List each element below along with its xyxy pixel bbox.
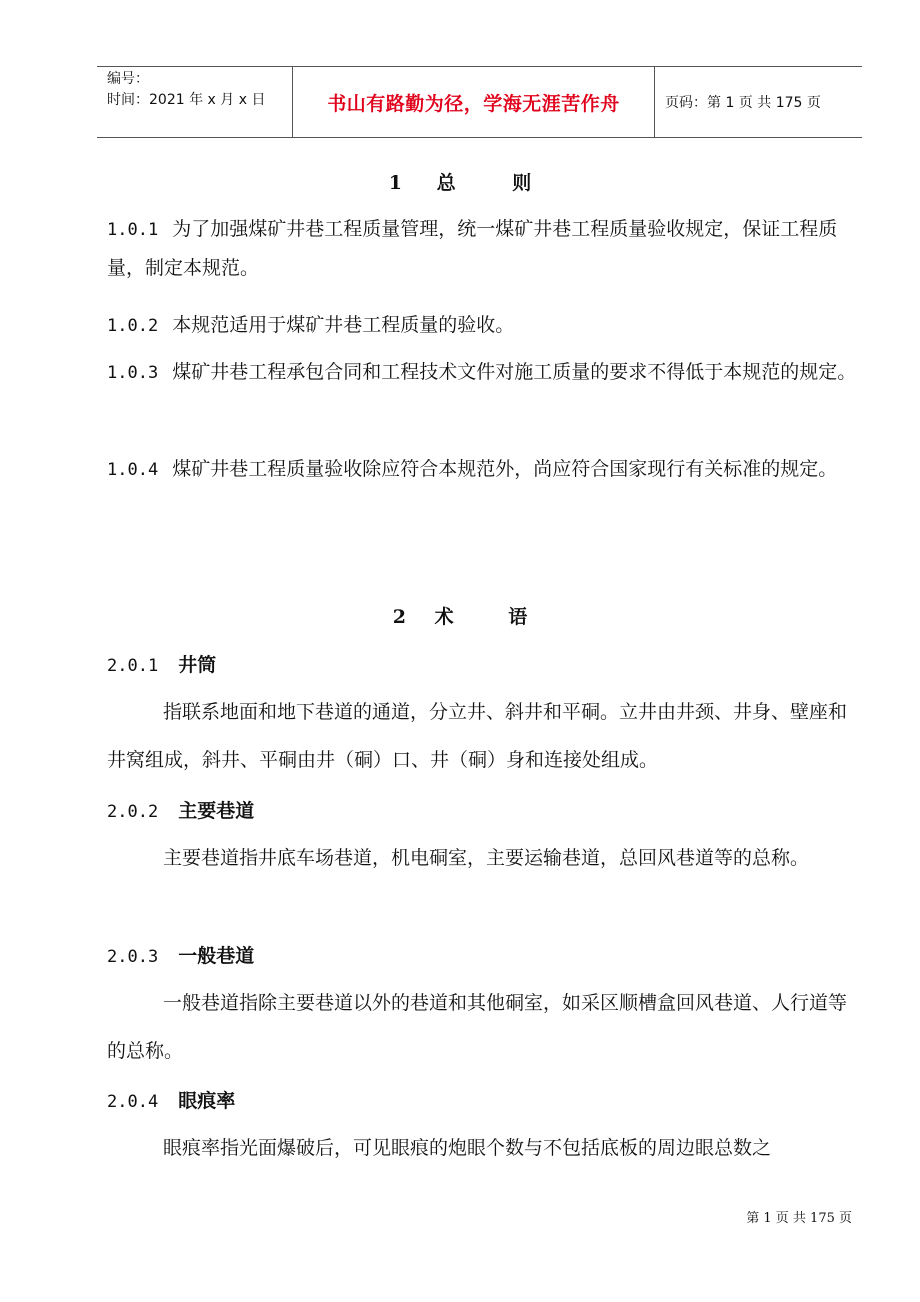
- term-number: 2.0.2: [107, 802, 159, 822]
- term-heading: [107, 650, 216, 677]
- header-page-info: 页码：第 1 页 共 175 页: [665, 95, 821, 111]
- clause-number: 1.0.2: [107, 316, 159, 336]
- chapter-title-part: 则: [512, 172, 532, 194]
- chapter-title-part: 术: [434, 606, 454, 628]
- clause: [107, 306, 857, 345]
- chapter-number: 2: [392, 606, 406, 628]
- term-number: 2.0.4: [107, 1092, 159, 1112]
- chapter-title-part: 语: [508, 606, 528, 628]
- term-definition: 主要巷道指井底车场巷道，机电硐室，主要运输巷道，总回风巷道等的总称。: [163, 847, 810, 869]
- clause-text: 煤矿井巷工程承包合同和工程技术文件对施工质量的要求不得低于本规范的规定。: [172, 361, 857, 383]
- term-name: 眼痕率: [178, 1090, 236, 1112]
- header-slogan: 书山有路勤为径，学海无涯苦作舟: [293, 67, 655, 137]
- time-label: 时间：2021 年 x 月 x 日: [107, 92, 266, 108]
- chapter-1-title: [0, 168, 920, 195]
- clause: [107, 210, 857, 287]
- term-definition: 眼痕率指光面爆破后，可见眼痕的炮眼个数与不包括底板的周边眼总数之: [163, 1137, 772, 1159]
- page-footer: 第 1 页 共 175 页: [746, 1211, 852, 1226]
- term-name: 一般巷道: [178, 945, 255, 967]
- chapter-number: 1: [388, 172, 402, 194]
- term-name: 井筒: [178, 654, 217, 676]
- term-number: 2.0.3: [107, 947, 159, 967]
- clause-number: 1.0.3: [107, 363, 159, 383]
- clause-text: 为了加强煤矿井巷工程质量管理，统一煤矿井巷工程质量验收规定，保证工程质量，制定本规范。: [107, 218, 838, 279]
- header-meta: [97, 67, 293, 137]
- code-label: 编号：: [107, 71, 149, 87]
- clause: [107, 353, 857, 392]
- term-number: 2.0.1: [107, 656, 159, 676]
- term-heading: [107, 941, 254, 968]
- header-table: [97, 66, 862, 138]
- term-name: 主要巷道: [178, 800, 255, 822]
- term-heading: [107, 796, 254, 823]
- chapter-2-title: [0, 602, 920, 629]
- clause-number: 1.0.1: [107, 220, 159, 240]
- term-definition: 指联系地面和地下巷道的通道，分立井、斜井和平硐。立井由井颈、井身、壁座和井窝组成，斜井、平硐由井（硐）口、井（硐）身和连接处组成。: [107, 701, 848, 771]
- term-definition: 一般巷道指除主要巷道以外的巷道和其他硐室，如采区顺槽盒回风巷道、人行道等的总称。: [107, 992, 848, 1062]
- clause-text: 煤矿井巷工程质量验收除应符合本规范外，尚应符合国家现行有关标准的规定。: [172, 458, 838, 480]
- term-heading: [107, 1086, 235, 1113]
- clause-text: 本规范适用于煤矿井巷工程质量的验收。: [172, 314, 515, 336]
- chapter-title-part: 总: [436, 172, 456, 194]
- clause: [107, 450, 857, 489]
- clause-number: 1.0.4: [107, 460, 159, 480]
